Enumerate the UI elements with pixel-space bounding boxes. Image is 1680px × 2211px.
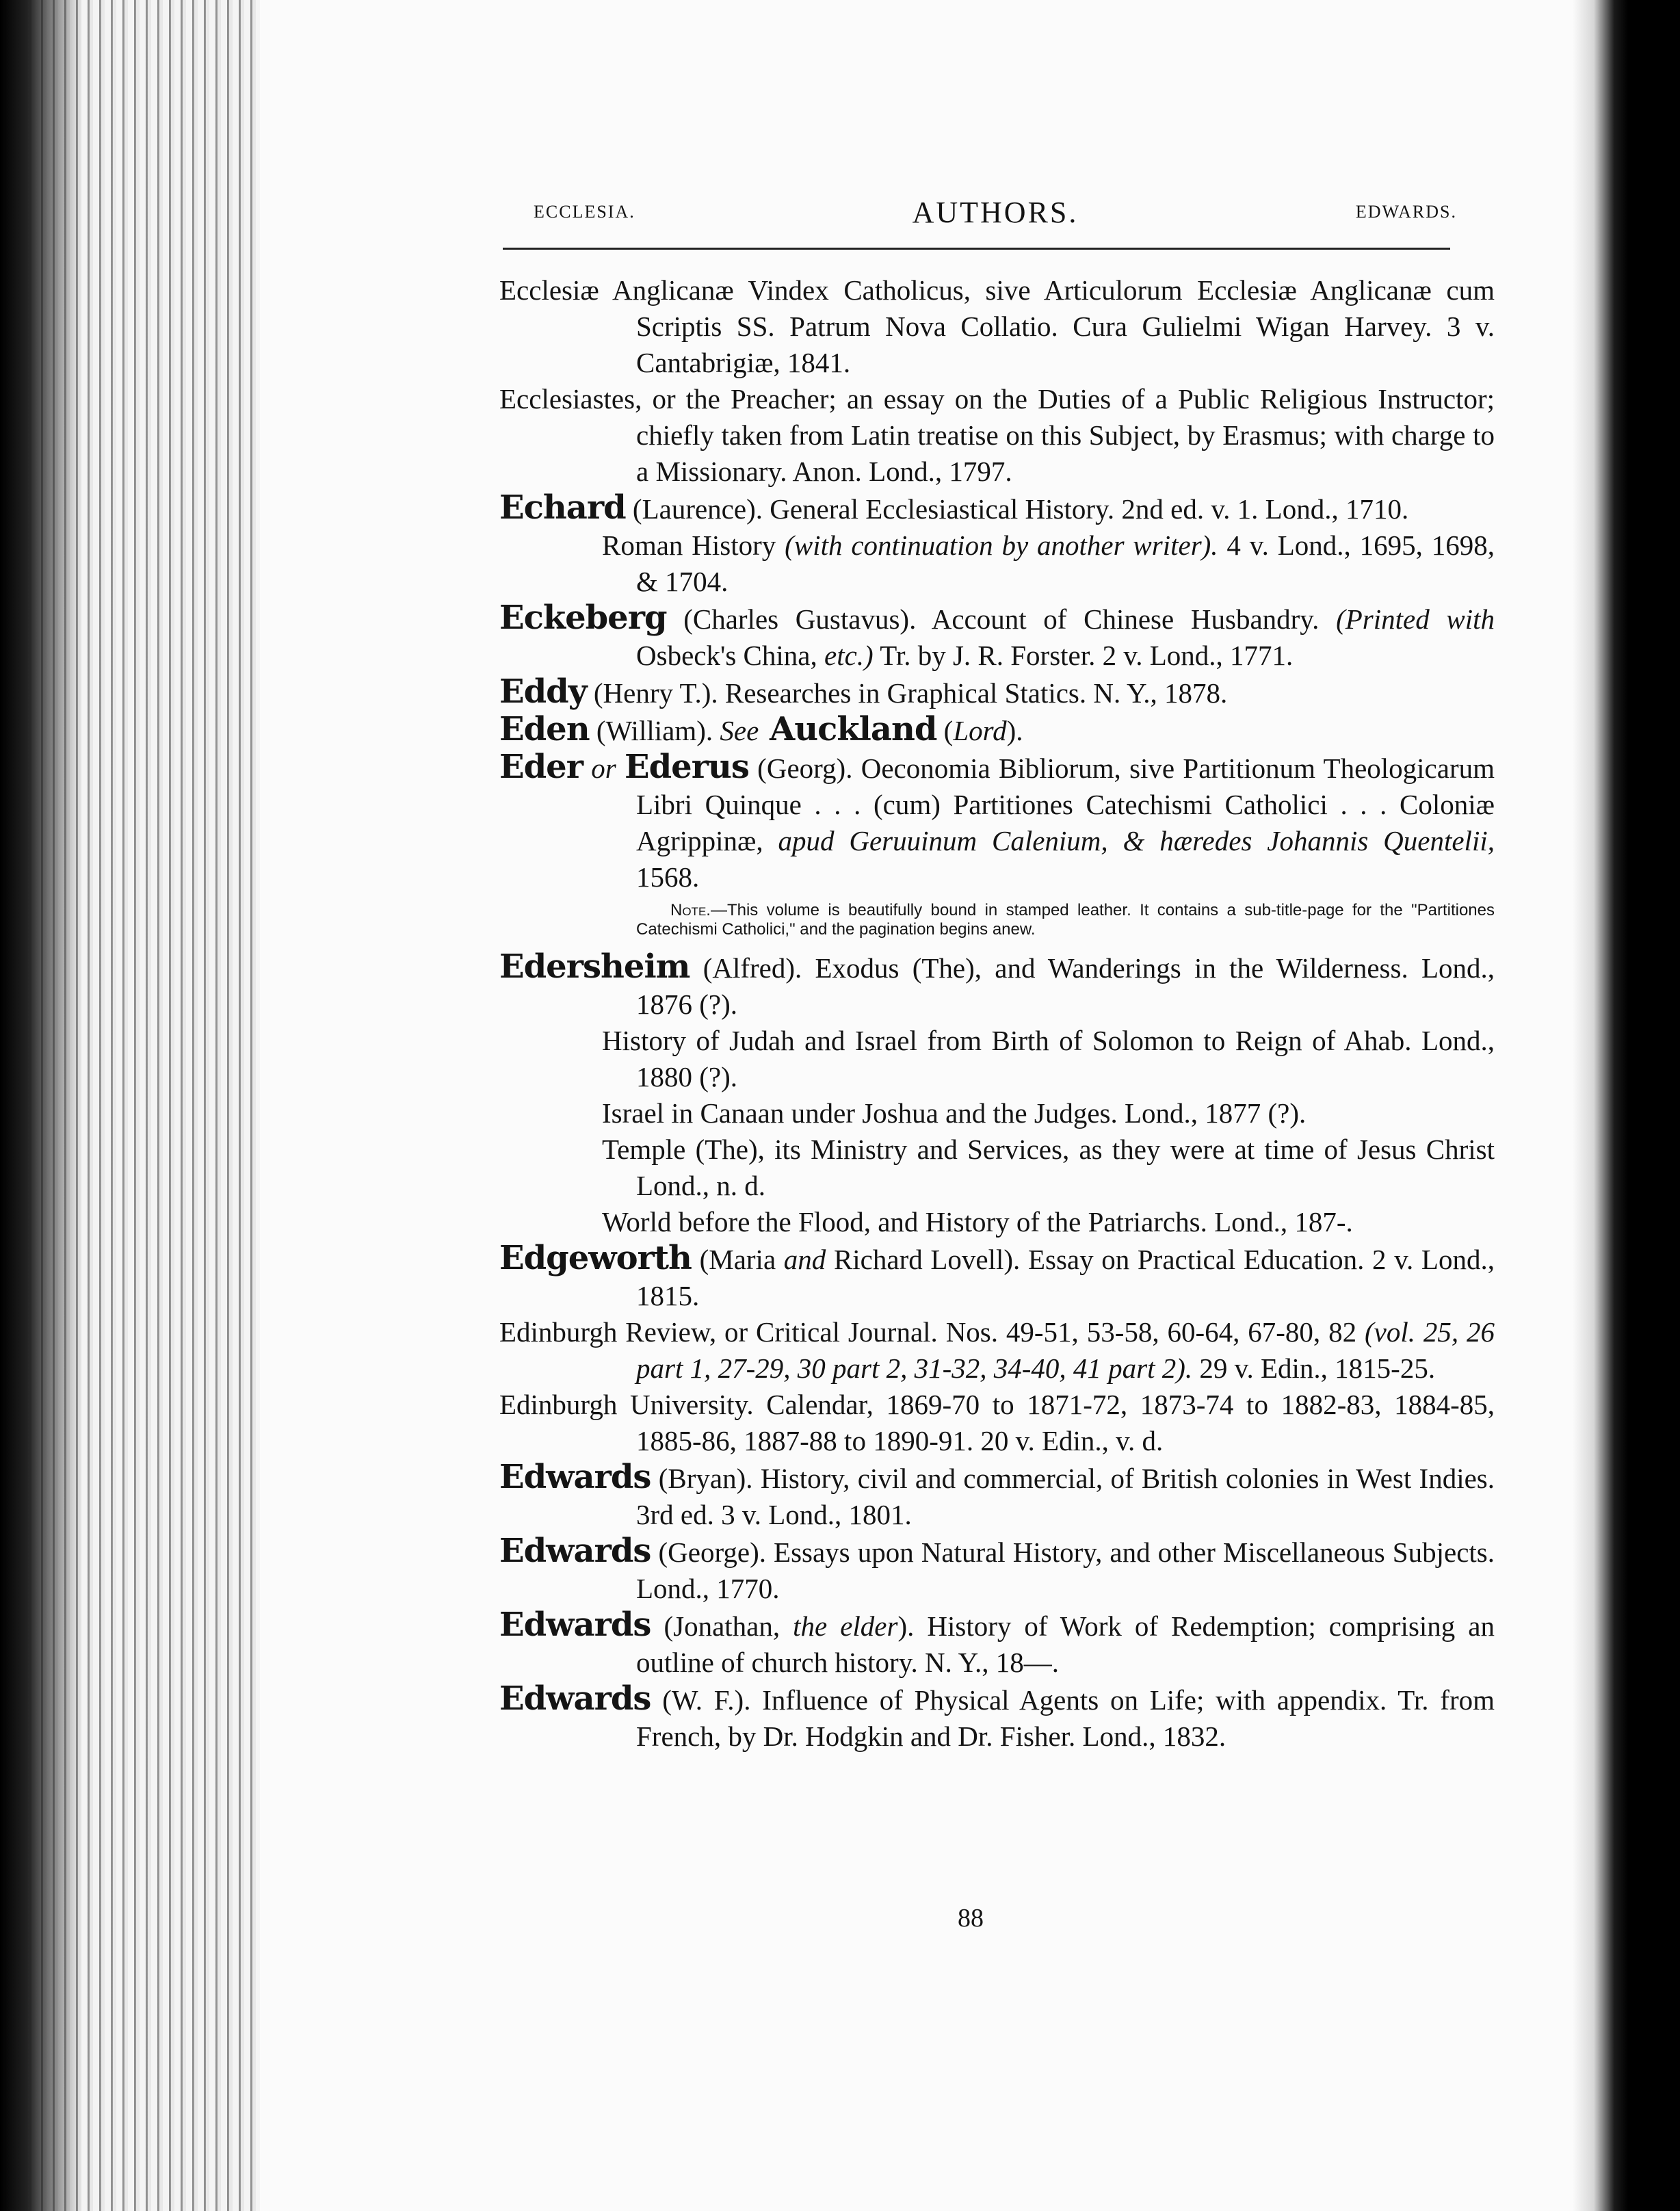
entry-edwards-george: Edwards (George). Essays upon Natural History, and other Miscellaneous Subjects. Lond., 1770. bbox=[499, 1532, 1495, 1604]
entry-edersheim-temple: Temple (The), its Ministry and Services, as they were at time of Jesus Christ Lond., n. d. bbox=[602, 1134, 1495, 1201]
running-head-right: EDWARDS. bbox=[1355, 202, 1457, 222]
author-heading: Edersheim bbox=[499, 947, 690, 986]
entry-eckeberg: Eckeberg (Charles Gustavus). Account of Chinese Husbandry. (Printed with Osbeck's China, etc.) Tr. by J. R. Forster. 2 v. Lond., 1771. bbox=[499, 599, 1495, 671]
author-heading: Edgeworth bbox=[499, 1239, 692, 1277]
entry-eden: Eden (William). See Auckland (Lord). bbox=[499, 710, 1023, 748]
author-heading: Eddy bbox=[499, 672, 587, 711]
entry-edinburgh-review: Edinburgh Review, or Critical Journal. Nos. 49-51, 53-58, 60-64, 67-80, 82 (vol. 25, 26 part 1, 27-29, 30 part 2, 31-32, 34-40, 41 part 2). 29 v. Edin., 1815-25. bbox=[499, 1316, 1495, 1384]
header-rule bbox=[503, 248, 1450, 250]
entry-edinburgh-university: Edinburgh University. Calendar, 1869-70 to 1871-72, 1873-74 to 1882-83, 1884-85, 1885-86, 1887-88 to 1890-91. 20 v. Edin., v. d. bbox=[499, 1389, 1495, 1456]
author-heading: Eden bbox=[499, 710, 590, 748]
cross-reference-heading: Auckland bbox=[759, 710, 937, 748]
entry-eder-note: Note.—This volume is beautifully bound in stamped leather. It contains a sub-title-page for the "Partitiones Catechismi Catholici," and the pagination begins anew. bbox=[636, 901, 1495, 939]
running-head-left: ECCLESIA. bbox=[534, 202, 635, 222]
entry-eder: Eder or Ederus (Georg). Oeconomia Bibliorum, sive Partitionum Theologicarum Libri Quinque . . . (cum) Partitiones Catechismi Catholici . . . Coloniæ Agrippinæ, apud Geruuinum Calenium, & hæredes Johannis Quentelii, 1568. bbox=[499, 748, 1495, 893]
author-heading: Edwards bbox=[499, 1458, 651, 1496]
entry-edersheim-judah: History of Judah and Israel from Birth of Solomon to Reign of Ahab. Lond., 1880 (?). bbox=[602, 1025, 1495, 1093]
author-heading-alt: Ederus bbox=[625, 748, 749, 786]
catalogue-entries bbox=[499, 272, 1495, 1755]
author-heading: Echard bbox=[499, 488, 626, 527]
entry-edersheim-israel: Israel in Canaan under Joshua and the Judges. Lond., 1877 (?). bbox=[602, 1097, 1307, 1129]
entry-eddy: Eddy (Henry T.). Researches in Graphical Statics. N. Y., 1878. bbox=[499, 672, 1228, 711]
entry-edgeworth: Edgeworth (Maria and Richard Lovell). Essay on Practical Education. 2 v. Lond., 1815. bbox=[499, 1239, 1495, 1311]
entry-ecclesiastes: Ecclesiastes, or the Preacher; an essay on the Duties of a Public Religious Instructor; chiefly taken from Latin treatise on this Subject, by Erasmus; with charge to a Missionary. Anon. Lond., 1797. bbox=[499, 383, 1495, 487]
running-head bbox=[534, 195, 1457, 236]
facing-page-edge bbox=[1573, 0, 1680, 2211]
entry-edwards-wf: Edwards (W. F.). Influence of Physical Agents on Life; with appendix. Tr. from French, by Dr. Hodgkin and Dr. Fisher. Lond., 1832. bbox=[499, 1679, 1495, 1752]
book-edge-shadow bbox=[0, 0, 82, 2211]
entry-ecclesiae-anglicanae: Ecclesiæ Anglicanæ Vindex Catholicus, sive Articulorum Ecclesiæ Anglicanæ cum Scriptis SS. Patrum Nova Collatio. Cura Gulielmi Wigan Harvey. 3 v. Cantabrigiæ, 1841. bbox=[499, 274, 1495, 378]
author-heading: Edwards bbox=[499, 1532, 651, 1570]
author-heading: Edwards bbox=[499, 1606, 651, 1644]
entry-edwards-bryan: Edwards (Bryan). History, civil and commercial, of British colonies in West Indies. 3rd ed. 3 v. Lond., 1801. bbox=[499, 1458, 1495, 1530]
author-heading: Eder bbox=[499, 748, 583, 786]
page-number: 88 bbox=[958, 1904, 984, 1933]
author-heading: Edwards bbox=[499, 1679, 651, 1718]
running-head-title: AUTHORS. bbox=[912, 196, 1079, 229]
entry-echard: Echard (Laurence). General Ecclesiastical History. 2nd ed. v. 1. Lond., 1710. bbox=[499, 488, 1409, 527]
entry-echard-roman-history: Roman History (with continuation by another writer). 4 v. Lond., 1695, 1698, & 1704. bbox=[602, 529, 1495, 597]
author-heading: Eckeberg bbox=[499, 599, 667, 637]
entry-edwards-jonathan: Edwards (Jonathan, the elder). History of Work of Redemption; comprising an outline of church history. N. Y., 18—. bbox=[499, 1606, 1495, 1678]
entry-edersheim: Edersheim (Alfred). Exodus (The), and Wanderings in the Wilderness. Lond., 1876 (?). bbox=[499, 947, 1495, 1020]
entry-edersheim-world: World before the Flood, and History of the Patriarchs. Lond., 187-. bbox=[602, 1206, 1353, 1238]
